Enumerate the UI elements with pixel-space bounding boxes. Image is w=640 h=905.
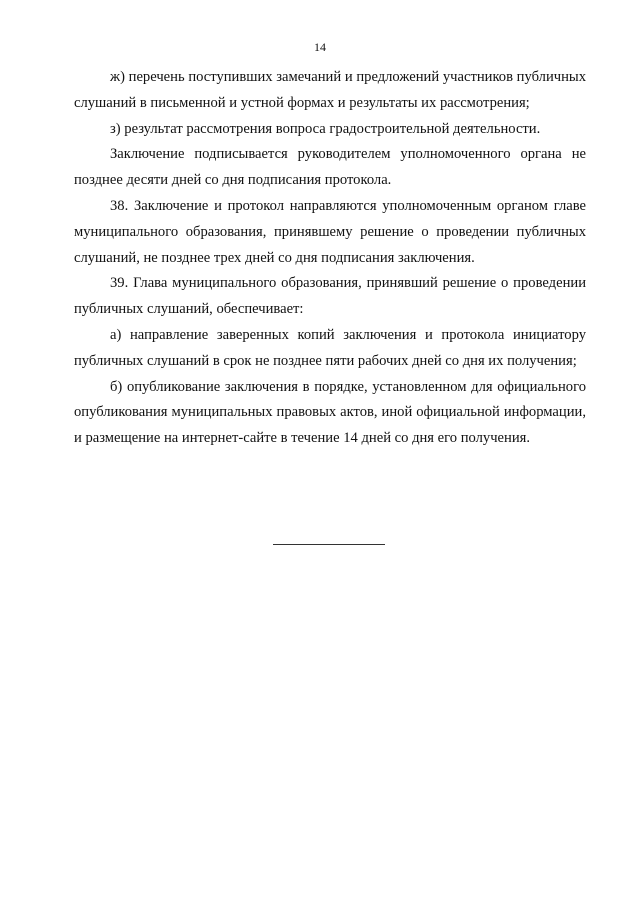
end-of-text-rule — [273, 544, 385, 545]
paragraph-item-zh: ж) перечень поступивших замечаний и предложений участников публичных слушаний в письменной и устной формах и результаты их рассмотрения; — [74, 69, 586, 111]
paragraph-conclusion-signing: Заключение подписывается руководителем уполномоченного органа не позднее десяти дней со дня подписания протокола. — [74, 146, 586, 189]
paragraph-item-z: з) результат рассмотрения вопроса градостроительной деятельности. — [110, 120, 541, 137]
document-body — [74, 65, 586, 452]
paragraph-item-b: б) опубликование заключения в порядке, установленном для официального опубликования муниципальных правовых актов, иной официальной информации, и размещение на интернет-сайте в течение 14 дней со дня его получения. — [74, 378, 586, 447]
page-number: 14 — [314, 40, 326, 54]
paragraph-item-a: а) направление заверенных копий заключения и протокола инициатору публичных слушаний в срок не позднее пяти рабочих дней со дня их получения; — [74, 326, 586, 369]
paragraph-item-38: 38. Заключение и протокол направляются уполномоченным органом главе муниципального образования, принявшему решение о проведении публичных слушаний, не позднее трех дней со дня подписания заключения. — [74, 197, 586, 266]
paragraph-item-39: 39. Глава муниципального образования, принявший решение о проведении публичных слушаний, обеспечивает: — [74, 275, 586, 318]
